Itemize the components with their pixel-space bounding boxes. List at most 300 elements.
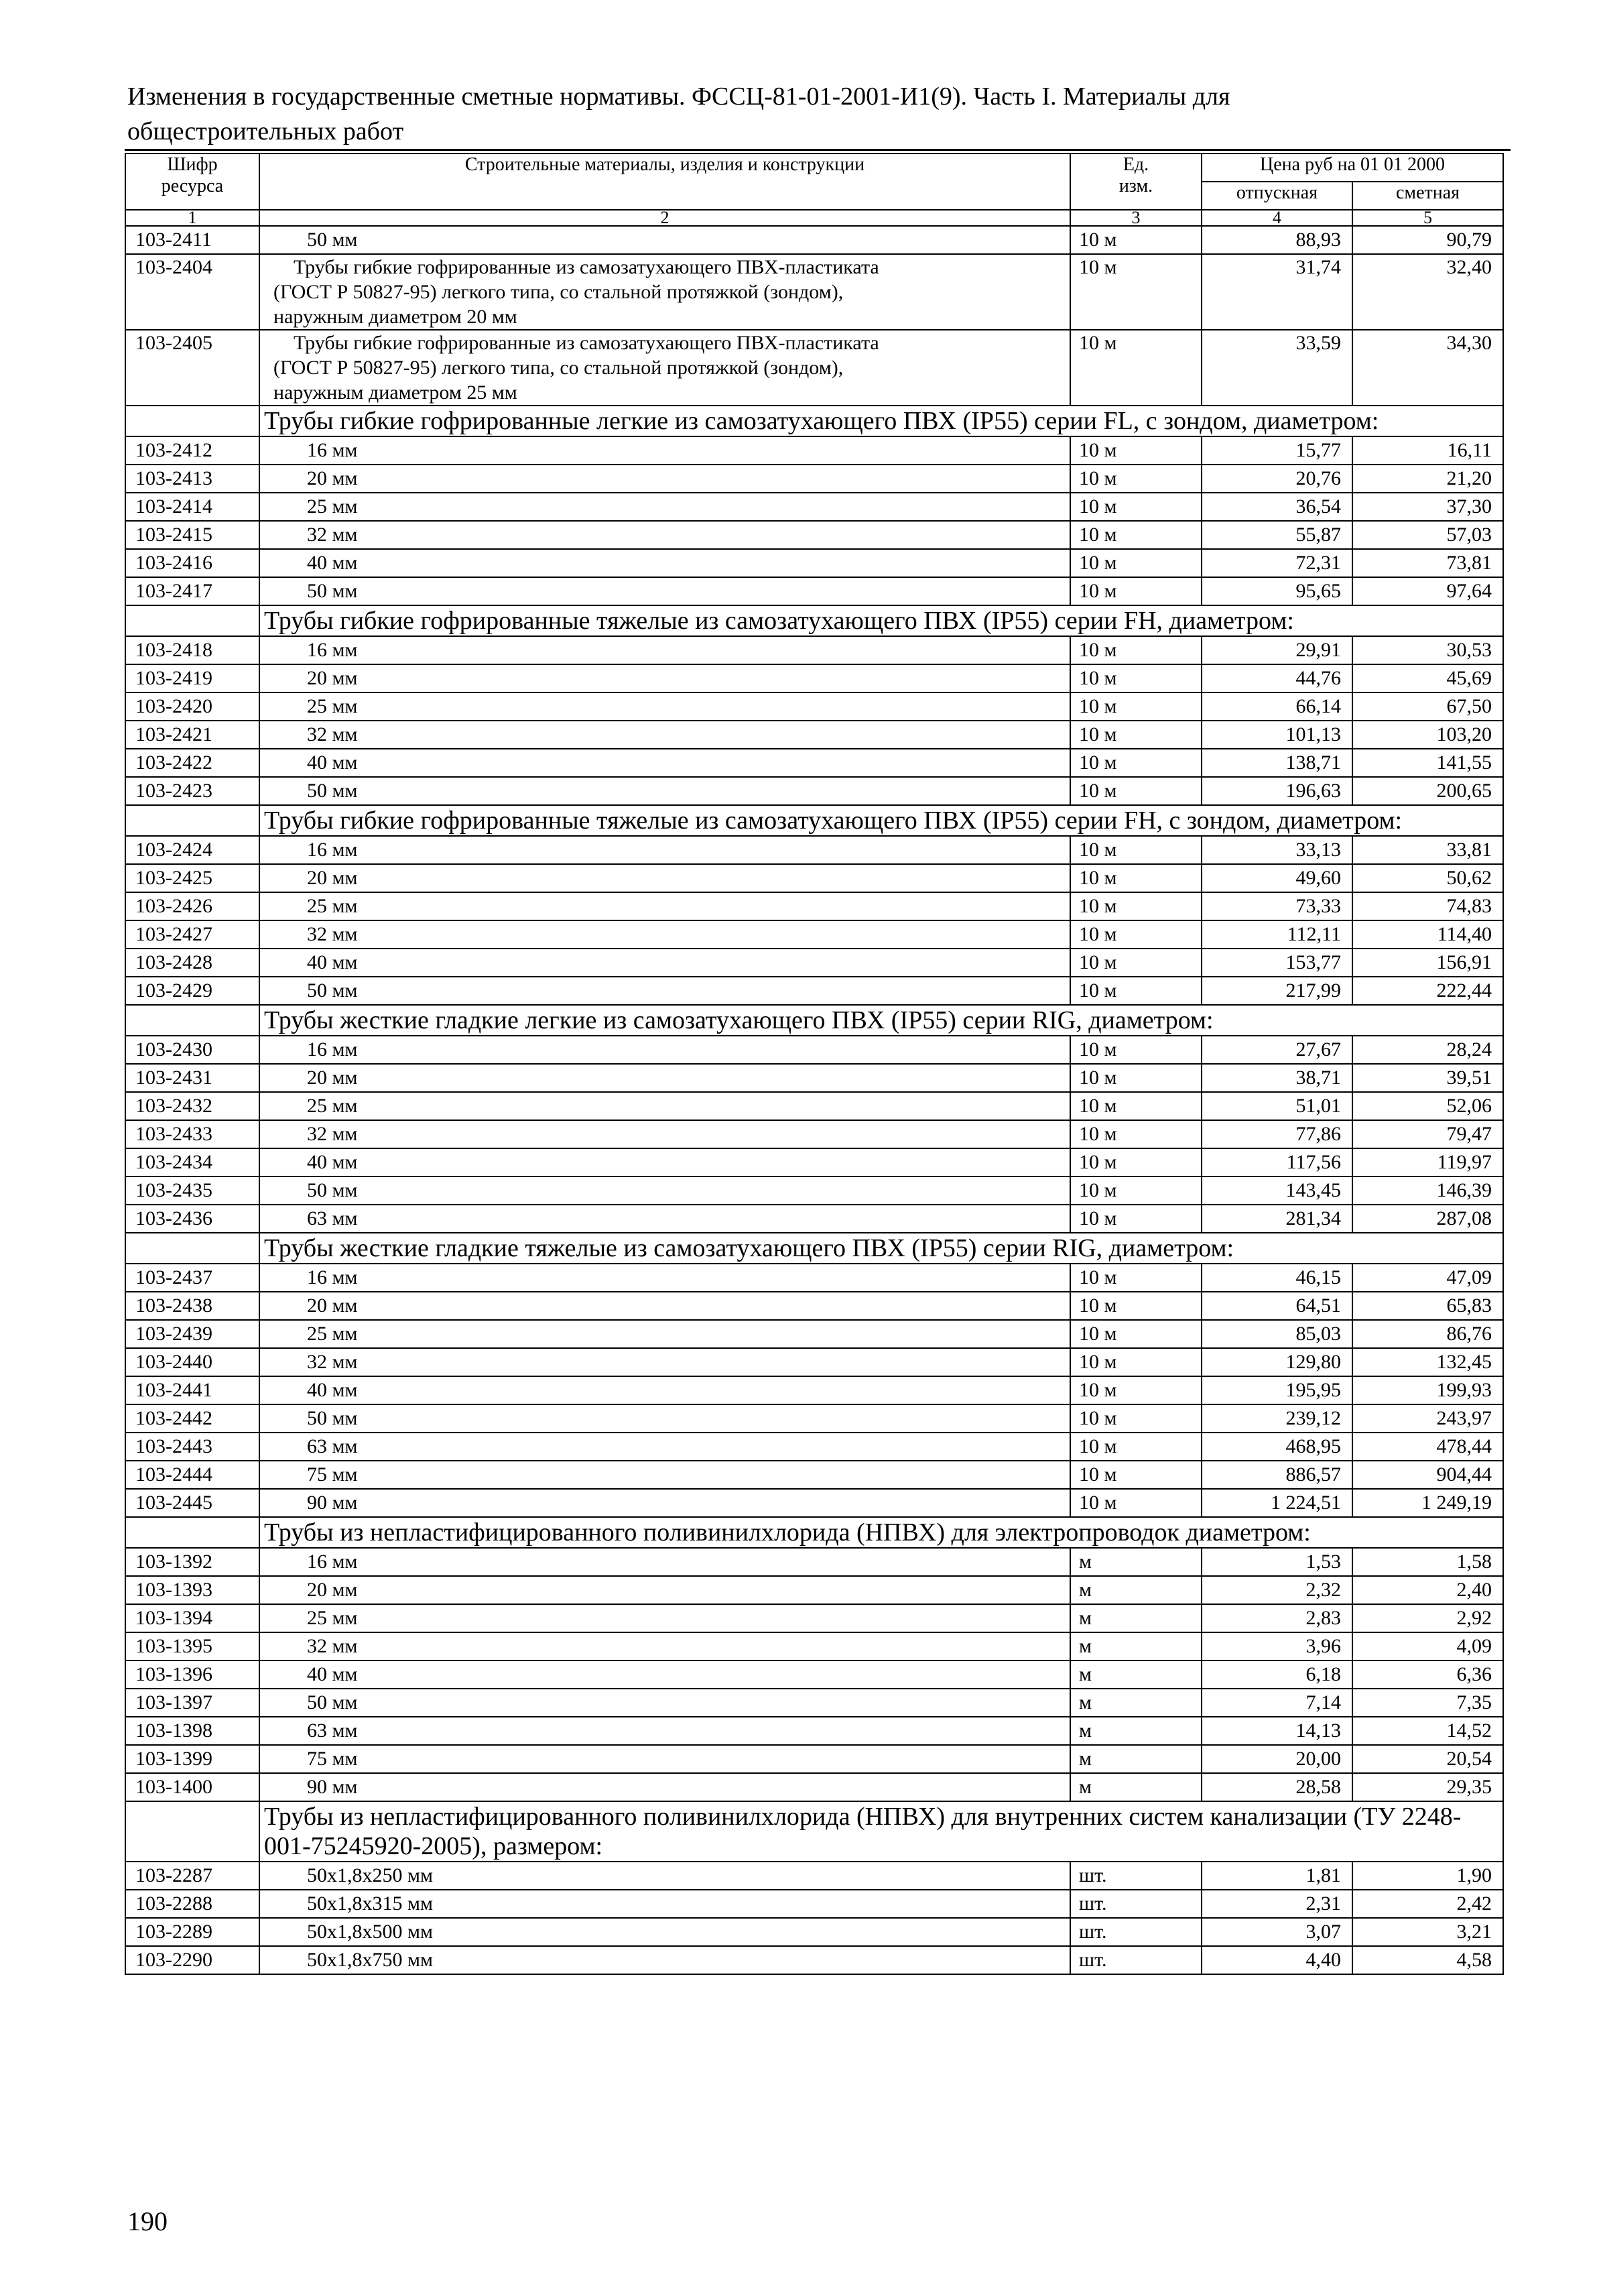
resource-code: 103-2288 <box>125 1890 259 1918</box>
unit-cell: 10 м <box>1070 493 1202 521</box>
section-title: Трубы жесткие гладкие легкие из самозатухающего ПВХ (IP55) серии RIG, диаметром: <box>259 1005 1503 1036</box>
release-price: 129,80 <box>1202 1348 1352 1376</box>
material-name: 63 мм <box>259 1433 1070 1461</box>
column-number-row <box>125 210 1503 226</box>
material-name-line1: Трубы гибкие гофрированные из самозатухающего ПВХ-пластиката <box>294 256 879 278</box>
table-row <box>125 254 1503 330</box>
header-code-line2: ресурса <box>161 176 224 196</box>
unit-cell: 10 м <box>1070 1320 1202 1348</box>
resource-code: 103-2412 <box>125 436 259 465</box>
unit-cell: м <box>1070 1717 1202 1745</box>
estimate-price: 4,09 <box>1352 1632 1503 1660</box>
unit-cell: м <box>1070 1632 1202 1660</box>
resource-code: 103-2411 <box>125 226 259 254</box>
estimate-price: 132,45 <box>1352 1348 1503 1376</box>
release-price: 20,76 <box>1202 465 1352 493</box>
release-price: 101,13 <box>1202 721 1352 749</box>
resource-code: 103-2437 <box>125 1264 259 1292</box>
unit-cell: 10 м <box>1070 864 1202 892</box>
table-row <box>125 577 1503 605</box>
resource-code: 103-2442 <box>125 1404 259 1433</box>
table-row <box>125 1348 1503 1376</box>
material-name: 75 мм <box>259 1745 1070 1773</box>
material-name: 32 мм <box>259 1120 1070 1148</box>
release-price: 51,01 <box>1202 1092 1352 1120</box>
release-price: 153,77 <box>1202 949 1352 977</box>
table-row <box>125 549 1503 577</box>
unit-cell: 10 м <box>1070 254 1202 330</box>
resource-code: 103-2289 <box>125 1918 259 1946</box>
release-price: 1,53 <box>1202 1548 1352 1576</box>
unit-cell: 10 м <box>1070 330 1202 406</box>
estimate-price: 103,20 <box>1352 721 1503 749</box>
estimate-price: 6,36 <box>1352 1660 1503 1689</box>
unit-cell: 10 м <box>1070 1433 1202 1461</box>
table-row <box>125 1064 1503 1092</box>
section-title: Трубы гибкие гофрированные тяжелые из самозатухающего ПВХ (IP55) серии FH, диаметром: <box>259 605 1503 636</box>
resource-code: 103-2421 <box>125 721 259 749</box>
material-name: 40 мм <box>259 1376 1070 1404</box>
material-name: 40 мм <box>259 749 1070 777</box>
resource-code: 103-2416 <box>125 549 259 577</box>
resource-code: 103-2419 <box>125 664 259 692</box>
header-price-release: отпускная <box>1202 182 1352 210</box>
table-row <box>125 920 1503 949</box>
unit-cell: 10 м <box>1070 1176 1202 1205</box>
resource-code: 103-2433 <box>125 1120 259 1148</box>
table-row <box>125 493 1503 521</box>
estimate-price: 16,11 <box>1352 436 1503 465</box>
header-line-2: общестроительных работ <box>127 117 404 145</box>
release-price: 117,56 <box>1202 1148 1352 1176</box>
table-row <box>125 977 1503 1005</box>
release-price: 2,83 <box>1202 1604 1352 1632</box>
section-heading-row <box>125 605 1503 636</box>
table-row <box>125 1092 1503 1120</box>
table-row <box>125 1576 1503 1604</box>
unit-cell: 10 м <box>1070 920 1202 949</box>
release-price: 886,57 <box>1202 1461 1352 1489</box>
table-row <box>125 1264 1503 1292</box>
unit-cell: 10 м <box>1070 521 1202 549</box>
material-name: 32 мм <box>259 920 1070 949</box>
material-name: 90 мм <box>259 1489 1070 1517</box>
release-price: 468,95 <box>1202 1433 1352 1461</box>
estimate-price: 14,52 <box>1352 1717 1503 1745</box>
table-row <box>125 636 1503 664</box>
resource-code: 103-2443 <box>125 1433 259 1461</box>
material-name: 20 мм <box>259 465 1070 493</box>
estimate-price: 39,51 <box>1352 1064 1503 1092</box>
material-name: 50 мм <box>259 577 1070 605</box>
release-price: 38,71 <box>1202 1064 1352 1092</box>
header-unit-cell <box>1070 154 1202 210</box>
resource-code: 103-2432 <box>125 1092 259 1120</box>
material-name: 50х1,8х500 мм <box>259 1918 1070 1946</box>
section-heading-blank <box>125 406 259 436</box>
release-price: 20,00 <box>1202 1745 1352 1773</box>
unit-cell: 10 м <box>1070 1348 1202 1376</box>
column-number-2: 2 <box>259 210 1070 226</box>
estimate-price: 73,81 <box>1352 549 1503 577</box>
resource-code: 103-2436 <box>125 1205 259 1233</box>
estimate-price: 200,65 <box>1352 777 1503 805</box>
resource-code: 103-2434 <box>125 1148 259 1176</box>
table-row <box>125 226 1503 254</box>
release-price: 29,91 <box>1202 636 1352 664</box>
material-name <box>259 330 1070 406</box>
resource-code: 103-1393 <box>125 1576 259 1604</box>
table-row <box>125 1890 1503 1918</box>
price-table <box>125 153 1504 1975</box>
material-name: 32 мм <box>259 1632 1070 1660</box>
release-price: 55,87 <box>1202 521 1352 549</box>
estimate-price: 47,09 <box>1352 1264 1503 1292</box>
resource-code: 103-2287 <box>125 1862 259 1890</box>
release-price: 27,67 <box>1202 1036 1352 1064</box>
table-row <box>125 692 1503 721</box>
material-name: 25 мм <box>259 692 1070 721</box>
release-price: 138,71 <box>1202 749 1352 777</box>
material-name: 20 мм <box>259 864 1070 892</box>
release-price: 143,45 <box>1202 1176 1352 1205</box>
resource-code: 103-2417 <box>125 577 259 605</box>
estimate-price: 97,64 <box>1352 577 1503 605</box>
page-number: 190 <box>127 2206 168 2236</box>
section-title: Трубы гибкие гофрированные тяжелые из самозатухающего ПВХ (IP55) серии FH, с зондом, диаметром: <box>259 805 1503 836</box>
resource-code: 103-2428 <box>125 949 259 977</box>
material-name: 25 мм <box>259 493 1070 521</box>
resource-code: 103-1399 <box>125 1745 259 1773</box>
release-price: 64,51 <box>1202 1292 1352 1320</box>
unit-cell: м <box>1070 1773 1202 1801</box>
material-name: 75 мм <box>259 1461 1070 1489</box>
unit-cell: 10 м <box>1070 977 1202 1005</box>
table-row <box>125 1862 1503 1890</box>
estimate-price: 156,91 <box>1352 949 1503 977</box>
table-row <box>125 465 1503 493</box>
release-price: 44,76 <box>1202 664 1352 692</box>
estimate-price: 1,90 <box>1352 1862 1503 1890</box>
release-price: 85,03 <box>1202 1320 1352 1348</box>
section-heading-blank <box>125 1801 259 1862</box>
table-row <box>125 436 1503 465</box>
resource-code: 103-2290 <box>125 1946 259 1974</box>
unit-cell: 10 м <box>1070 1292 1202 1320</box>
estimate-price: 114,40 <box>1352 920 1503 949</box>
release-price: 88,93 <box>1202 226 1352 254</box>
section-heading-row <box>125 1801 1503 1862</box>
unit-cell: м <box>1070 1548 1202 1576</box>
release-price: 3,96 <box>1202 1632 1352 1660</box>
header-price-estimate: сметная <box>1352 182 1503 210</box>
table-row <box>125 1205 1503 1233</box>
resource-code: 103-2422 <box>125 749 259 777</box>
release-price: 31,74 <box>1202 254 1352 330</box>
column-number-1: 1 <box>125 210 259 226</box>
resource-code: 103-2435 <box>125 1176 259 1205</box>
estimate-price: 57,03 <box>1352 521 1503 549</box>
resource-code: 103-2426 <box>125 892 259 920</box>
table-row <box>125 836 1503 864</box>
table-header-row <box>125 154 1503 182</box>
unit-cell: 10 м <box>1070 1036 1202 1064</box>
material-name: 25 мм <box>259 1320 1070 1348</box>
table-row <box>125 1148 1503 1176</box>
estimate-price: 287,08 <box>1352 1205 1503 1233</box>
material-name: 16 мм <box>259 1548 1070 1576</box>
release-price: 15,77 <box>1202 436 1352 465</box>
table-row <box>125 1660 1503 1689</box>
release-price: 4,40 <box>1202 1946 1352 1974</box>
resource-code: 103-1398 <box>125 1717 259 1745</box>
material-name: 50 мм <box>259 777 1070 805</box>
table-row <box>125 1604 1503 1632</box>
estimate-price: 2,92 <box>1352 1604 1503 1632</box>
estimate-price: 86,76 <box>1352 1320 1503 1348</box>
table-row <box>125 1320 1503 1348</box>
unit-cell: 10 м <box>1070 1120 1202 1148</box>
material-name: 25 мм <box>259 1604 1070 1632</box>
estimate-price: 7,35 <box>1352 1689 1503 1717</box>
estimate-price: 30,53 <box>1352 636 1503 664</box>
material-name: 16 мм <box>259 436 1070 465</box>
unit-cell: шт. <box>1070 1918 1202 1946</box>
material-name-line3: наружным диаметром 20 мм <box>273 306 517 328</box>
column-number-5: 5 <box>1352 210 1503 226</box>
table-row <box>125 1717 1503 1745</box>
section-heading-blank <box>125 1517 259 1548</box>
release-price: 7,14 <box>1202 1689 1352 1717</box>
release-price: 112,11 <box>1202 920 1352 949</box>
resource-code: 103-2439 <box>125 1320 259 1348</box>
unit-cell: 10 м <box>1070 1092 1202 1120</box>
unit-cell: 10 м <box>1070 1264 1202 1292</box>
material-name: 25 мм <box>259 892 1070 920</box>
unit-cell: 10 м <box>1070 749 1202 777</box>
estimate-price: 119,97 <box>1352 1148 1503 1176</box>
estimate-price: 199,93 <box>1352 1376 1503 1404</box>
unit-cell: 10 м <box>1070 949 1202 977</box>
unit-cell: 10 м <box>1070 1461 1202 1489</box>
estimate-price: 1 249,19 <box>1352 1489 1503 1517</box>
unit-cell: 10 м <box>1070 1064 1202 1092</box>
table-row <box>125 1548 1503 1576</box>
material-name: 63 мм <box>259 1717 1070 1745</box>
resource-code: 103-2405 <box>125 330 259 406</box>
unit-cell: м <box>1070 1604 1202 1632</box>
resource-code: 103-1394 <box>125 1604 259 1632</box>
estimate-price: 2,42 <box>1352 1890 1503 1918</box>
material-name-line1: Трубы гибкие гофрированные из самозатухающего ПВХ-пластиката <box>294 332 879 354</box>
material-name: 63 мм <box>259 1205 1070 1233</box>
release-price: 36,54 <box>1202 493 1352 521</box>
table-row <box>125 949 1503 977</box>
material-name: 20 мм <box>259 1064 1070 1092</box>
resource-code: 103-1395 <box>125 1632 259 1660</box>
release-price: 14,13 <box>1202 1717 1352 1745</box>
section-title: Трубы жесткие гладкие тяжелые из самозатухающего ПВХ (IP55) серии RIG, диаметром: <box>259 1233 1503 1264</box>
material-name: 20 мм <box>259 1292 1070 1320</box>
material-name: 32 мм <box>259 1348 1070 1376</box>
unit-cell: 10 м <box>1070 636 1202 664</box>
section-heading-blank <box>125 605 259 636</box>
release-price: 6,18 <box>1202 1660 1352 1689</box>
unit-cell: 10 м <box>1070 1404 1202 1433</box>
release-price: 217,99 <box>1202 977 1352 1005</box>
header-code-line1: Шифр <box>167 154 218 175</box>
material-name: 40 мм <box>259 949 1070 977</box>
unit-cell: 10 м <box>1070 226 1202 254</box>
resource-code: 103-2438 <box>125 1292 259 1320</box>
header-name-cell: Строительные материалы, изделия и конструкции <box>259 154 1070 210</box>
resource-code: 103-2420 <box>125 692 259 721</box>
table-row <box>125 1461 1503 1489</box>
material-name: 50 мм <box>259 1404 1070 1433</box>
resource-code: 103-2414 <box>125 493 259 521</box>
material-name: 20 мм <box>259 1576 1070 1604</box>
release-price: 281,34 <box>1202 1205 1352 1233</box>
release-price: 49,60 <box>1202 864 1352 892</box>
table-row <box>125 1632 1503 1660</box>
table-row <box>125 1036 1503 1064</box>
estimate-price: 4,58 <box>1352 1946 1503 1974</box>
resource-code: 103-1400 <box>125 1773 259 1801</box>
resource-code: 103-2425 <box>125 864 259 892</box>
estimate-price: 3,21 <box>1352 1918 1503 1946</box>
release-price: 66,14 <box>1202 692 1352 721</box>
header-rule <box>125 149 1511 151</box>
material-name: 16 мм <box>259 636 1070 664</box>
section-heading-row <box>125 805 1503 836</box>
material-name: 50х1,8х750 мм <box>259 1946 1070 1974</box>
header-price-cell: Цена руб на 01 01 2000 <box>1202 154 1503 182</box>
resource-code: 103-2404 <box>125 254 259 330</box>
resource-code: 103-2444 <box>125 1461 259 1489</box>
release-price: 28,58 <box>1202 1773 1352 1801</box>
estimate-price: 20,54 <box>1352 1745 1503 1773</box>
unit-cell: м <box>1070 1576 1202 1604</box>
estimate-price: 33,81 <box>1352 836 1503 864</box>
release-price: 33,59 <box>1202 330 1352 406</box>
release-price: 239,12 <box>1202 1404 1352 1433</box>
unit-cell: 10 м <box>1070 777 1202 805</box>
resource-code: 103-2440 <box>125 1348 259 1376</box>
material-name: 32 мм <box>259 721 1070 749</box>
material-name-line2: (ГОСТ Р 50827-95) легкого типа, со стальной протяжкой (зондом), <box>273 357 844 379</box>
section-heading-row <box>125 1005 1503 1036</box>
estimate-price: 2,40 <box>1352 1576 1503 1604</box>
release-price: 196,63 <box>1202 777 1352 805</box>
resource-code: 103-2445 <box>125 1489 259 1517</box>
table-row <box>125 1176 1503 1205</box>
price-table-body <box>125 154 1503 1974</box>
release-price: 46,15 <box>1202 1264 1352 1292</box>
material-name: 32 мм <box>259 521 1070 549</box>
table-row <box>125 1918 1503 1946</box>
unit-cell: 10 м <box>1070 1376 1202 1404</box>
material-name: 40 мм <box>259 1148 1070 1176</box>
unit-cell: шт. <box>1070 1946 1202 1974</box>
estimate-price: 79,47 <box>1352 1120 1503 1148</box>
material-name <box>259 254 1070 330</box>
material-name: 16 мм <box>259 1264 1070 1292</box>
unit-cell: 10 м <box>1070 577 1202 605</box>
column-number-3: 3 <box>1070 210 1202 226</box>
material-name: 20 мм <box>259 664 1070 692</box>
table-row <box>125 1946 1503 1974</box>
estimate-price: 90,79 <box>1352 226 1503 254</box>
section-heading-blank <box>125 1233 259 1264</box>
release-price: 1,81 <box>1202 1862 1352 1890</box>
resource-code: 103-1392 <box>125 1548 259 1576</box>
table-row <box>125 1404 1503 1433</box>
estimate-price: 146,39 <box>1352 1176 1503 1205</box>
release-price: 95,65 <box>1202 577 1352 605</box>
unit-cell: 10 м <box>1070 1148 1202 1176</box>
table-row <box>125 330 1503 406</box>
header-line-1: Изменения в государственные сметные нормативы. ФССЦ-81-01-2001-И1(9). Часть I. Материалы для <box>127 82 1230 111</box>
estimate-price: 67,50 <box>1352 692 1503 721</box>
material-name: 50 мм <box>259 226 1070 254</box>
estimate-price: 50,62 <box>1352 864 1503 892</box>
release-price: 2,31 <box>1202 1890 1352 1918</box>
resource-code: 103-2430 <box>125 1036 259 1064</box>
estimate-price: 45,69 <box>1352 664 1503 692</box>
release-price: 2,32 <box>1202 1576 1352 1604</box>
section-heading-row <box>125 1517 1503 1548</box>
section-heading-row <box>125 406 1503 436</box>
table-row <box>125 892 1503 920</box>
material-name: 40 мм <box>259 549 1070 577</box>
estimate-price: 28,24 <box>1352 1036 1503 1064</box>
table-row <box>125 1773 1503 1801</box>
table-row <box>125 777 1503 805</box>
estimate-price: 74,83 <box>1352 892 1503 920</box>
table-row <box>125 864 1503 892</box>
resource-code: 103-2418 <box>125 636 259 664</box>
resource-code: 103-2413 <box>125 465 259 493</box>
unit-cell: м <box>1070 1745 1202 1773</box>
resource-code: 103-2431 <box>125 1064 259 1092</box>
section-title: Трубы из непластифицированного поливинилхлорида (НПВХ) для электропроводок диаметром: <box>259 1517 1503 1548</box>
table-row <box>125 521 1503 549</box>
resource-code: 103-1397 <box>125 1689 259 1717</box>
estimate-price: 243,97 <box>1352 1404 1503 1433</box>
unit-cell: 10 м <box>1070 1205 1202 1233</box>
unit-cell: шт. <box>1070 1890 1202 1918</box>
section-heading-blank <box>125 805 259 836</box>
document-header <box>127 79 1508 149</box>
unit-cell: 10 м <box>1070 465 1202 493</box>
table-row <box>125 1292 1503 1320</box>
table-row <box>125 1489 1503 1517</box>
unit-cell: шт. <box>1070 1862 1202 1890</box>
material-name: 40 мм <box>259 1660 1070 1689</box>
resource-code: 103-2441 <box>125 1376 259 1404</box>
table-row <box>125 749 1503 777</box>
release-price: 72,31 <box>1202 549 1352 577</box>
material-name: 50 мм <box>259 977 1070 1005</box>
header-unit-line1: Ед. <box>1123 154 1149 175</box>
header-code-cell <box>125 154 259 210</box>
release-price: 195,95 <box>1202 1376 1352 1404</box>
estimate-price: 32,40 <box>1352 254 1503 330</box>
release-price: 73,33 <box>1202 892 1352 920</box>
release-price: 33,13 <box>1202 836 1352 864</box>
material-name: 16 мм <box>259 1036 1070 1064</box>
material-name-line3: наружным диаметром 25 мм <box>273 381 517 404</box>
